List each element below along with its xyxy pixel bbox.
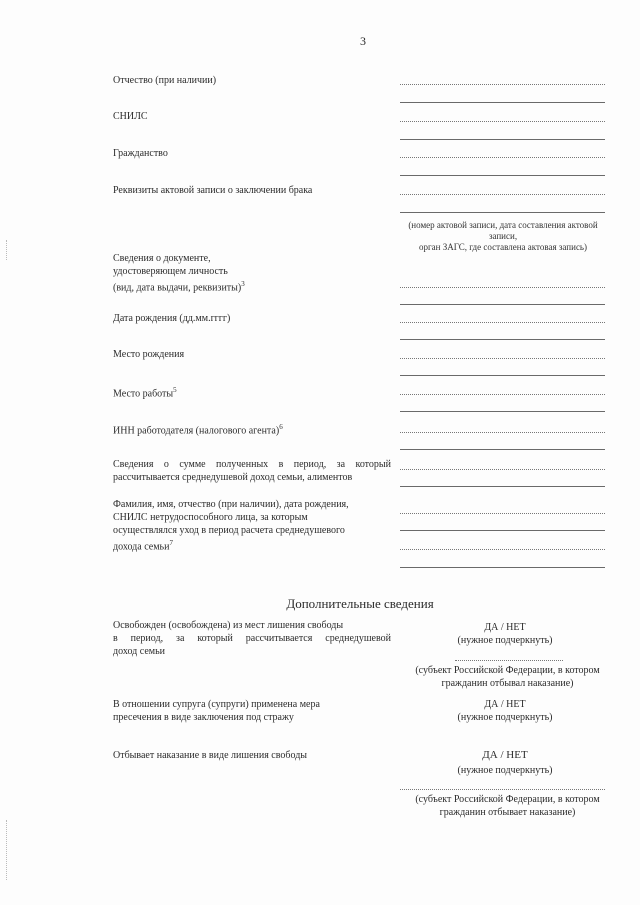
answer-q2[interactable]: ДА / НЕТ xyxy=(484,699,526,710)
input-line-care-1[interactable] xyxy=(400,513,605,514)
input-line-inn-2[interactable] xyxy=(400,449,605,450)
input-line-marriage-2[interactable] xyxy=(400,212,605,213)
label-birth-place: Место рождения xyxy=(113,349,185,360)
input-line-snils-2[interactable] xyxy=(400,139,605,140)
input-line-id-doc-1[interactable] xyxy=(400,287,605,288)
input-line-birth-date-1[interactable] xyxy=(400,322,605,323)
question-released-from-prison: Освобожден (освобождена) из мест лишения свободы в период, за который рассчитывается среднедушевой доход семьи xyxy=(113,620,391,657)
answer-q1[interactable]: ДА / НЕТ xyxy=(484,622,526,633)
label-disabled-care: Фамилия, имя, отчество (при наличии), дата рождения, СНИЛС нетрудоспособного лица, за которым осуществлялся уход в период расчета среднедушевого дохода семьи$^7$ xyxy=(113,499,349,553)
input-line-citizenship-1[interactable] xyxy=(400,157,605,158)
label-id-document: Сведения о документе, удостоверяющем личность (вид, дата выдачи, реквизиты)$^3$ xyxy=(113,253,245,294)
input-line-q1-subject[interactable] xyxy=(455,660,563,661)
input-line-alimony-2[interactable] xyxy=(400,486,605,487)
input-line-work-place-2[interactable] xyxy=(400,411,605,412)
note-q1-subject: (субъект Российской Федерации, в котором гражданин отбывал наказание) xyxy=(415,665,600,689)
scan-edge-bottom xyxy=(6,820,7,880)
input-line-birth-date-2[interactable] xyxy=(400,339,605,340)
hint-q1: (нужное подчеркнуть) xyxy=(457,635,553,646)
question-spouse-custody: В отношении супруга (супруги) применена мера пресечения в виде заключения под стражу xyxy=(113,699,320,723)
input-line-work-place-1[interactable] xyxy=(400,394,605,395)
input-line-snils-1[interactable] xyxy=(400,121,605,122)
input-line-id-doc-2[interactable] xyxy=(400,304,605,305)
input-line-care-3[interactable] xyxy=(400,549,605,550)
label-birth-date: Дата рождения (дд.мм.гггг) xyxy=(113,313,231,324)
section-heading-additional: Дополнительные сведения xyxy=(286,596,434,611)
input-line-birth-place-1[interactable] xyxy=(400,358,605,359)
note-q3-subject: (субъект Российской Федерации, в котором гражданин отбывает наказание) xyxy=(415,794,600,818)
input-line-care-2[interactable] xyxy=(400,530,605,531)
input-line-inn-1[interactable] xyxy=(400,432,605,433)
note-marriage-record: (номер актовой записи, дата составления актовой записи, орган ЗАГС, где составлена актовая запись) xyxy=(408,220,598,252)
input-line-citizenship-2[interactable] xyxy=(400,175,605,176)
input-line-q3-subject[interactable] xyxy=(400,789,605,790)
input-line-patronymic-2[interactable] xyxy=(400,102,605,103)
hint-q3: (нужное подчеркнуть) xyxy=(457,765,553,776)
input-line-marriage-1[interactable] xyxy=(400,194,605,195)
input-line-alimony-1[interactable] xyxy=(400,469,605,470)
answer-q3[interactable]: ДА / НЕТ xyxy=(482,749,528,761)
label-employer-inn: ИНН работодателя (налогового агента)$^6$ xyxy=(113,423,283,437)
scan-edge-top xyxy=(6,240,7,260)
input-line-patronymic-1[interactable] xyxy=(400,84,605,85)
page-number: 3 xyxy=(360,34,366,48)
input-line-care-4[interactable] xyxy=(400,567,605,568)
question-serving-sentence: Отбывает наказание в виде лишения свободы xyxy=(113,750,308,761)
label-snils: СНИЛС xyxy=(113,111,148,122)
label-work-place: Место работы$^5$ xyxy=(113,386,177,400)
label-alimony: Сведения о сумме полученных в период, за который рассчитывается среднедушевой доход семьи, алиментов xyxy=(113,459,391,483)
label-marriage-record: Реквизиты актовой записи о заключении брака xyxy=(113,185,313,196)
input-line-birth-place-2[interactable] xyxy=(400,375,605,376)
label-citizenship: Гражданство xyxy=(113,148,168,159)
label-patronymic: Отчество (при наличии) xyxy=(113,75,217,86)
hint-q2: (нужное подчеркнуть) xyxy=(457,712,553,723)
